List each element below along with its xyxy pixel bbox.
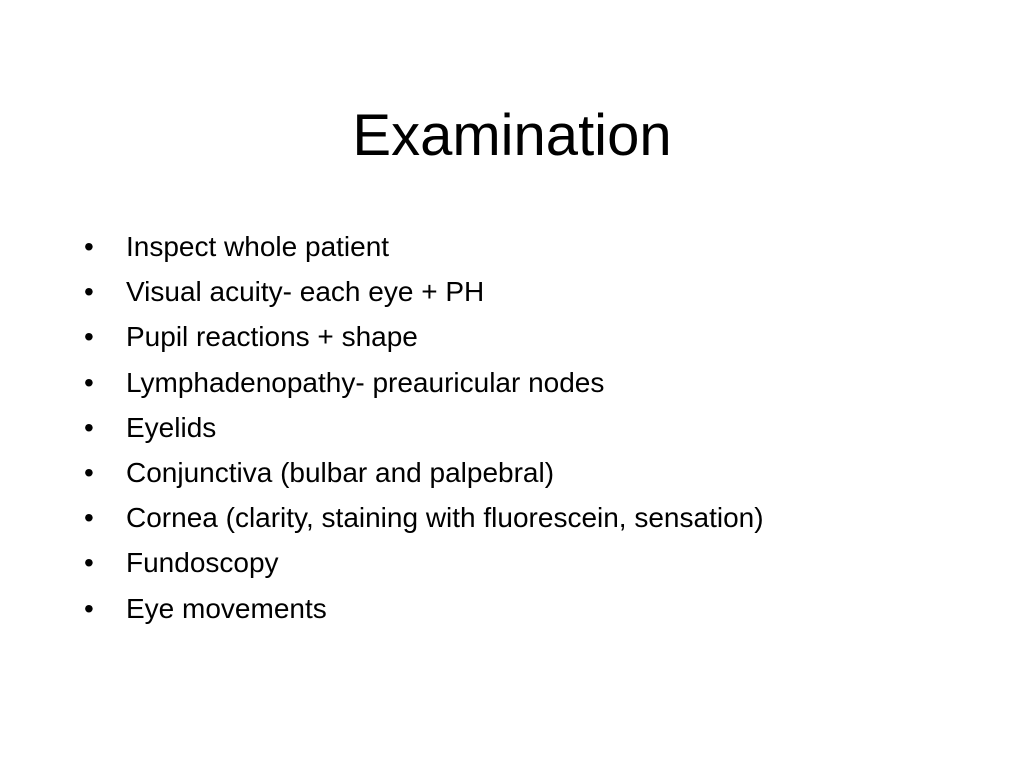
bullet-icon: •	[84, 366, 94, 398]
list-item	[84, 586, 984, 631]
list-item-text: Pupil reactions + shape	[126, 321, 418, 353]
bullet-icon: •	[84, 547, 94, 579]
bullet-list	[84, 224, 984, 631]
bullet-icon: •	[84, 231, 94, 262]
list-item	[84, 495, 984, 540]
slide-title: Examination	[352, 103, 672, 168]
list-item-text: Conjunctiva (bulbar and palpebral)	[126, 456, 555, 488]
bullet-icon: •	[84, 321, 94, 353]
list-item-text: Fundoscopy	[126, 547, 279, 579]
bullet-icon: •	[84, 411, 94, 443]
list-item	[84, 224, 984, 269]
list-item-text: Eye movements	[126, 592, 327, 624]
bullet-icon: •	[84, 456, 94, 488]
list-item	[84, 450, 984, 495]
list-item-text: Lymphadenopathy- preauricular nodes	[126, 366, 605, 398]
list-item-text: Eyelids	[126, 411, 217, 443]
list-item-text: Cornea (clarity, staining with fluorescein, sensation)	[126, 502, 764, 534]
list-item	[84, 314, 984, 359]
list-item	[84, 405, 984, 450]
bullet-icon: •	[84, 276, 94, 308]
bullet-icon: •	[84, 502, 94, 534]
list-item	[84, 269, 984, 314]
list-item	[84, 360, 984, 405]
list-item-text: Inspect whole patient	[126, 231, 390, 262]
list-item-text: Visual acuity- each eye + PH	[126, 276, 485, 308]
list-item	[84, 540, 984, 585]
bullet-icon: •	[84, 592, 94, 624]
